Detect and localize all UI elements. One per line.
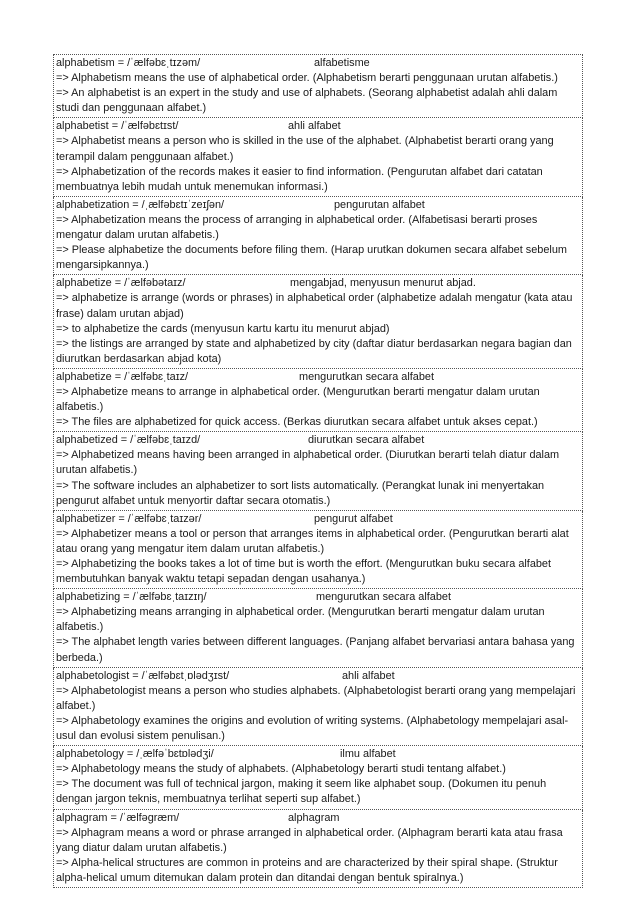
headword-pronunciation: alphabetize = /ˈælfəbətaɪz/ bbox=[56, 277, 186, 290]
headword-pronunciation: alphagram = /ˈælfəgræm/ bbox=[56, 811, 180, 824]
entry-head bbox=[56, 512, 580, 527]
entry-head bbox=[56, 119, 580, 134]
translation: alfabetisme bbox=[314, 57, 370, 69]
translation: alphagram bbox=[288, 811, 340, 824]
example-line: => Alphabetize means to arrange in alphabetical order. (Mengurutkan berarti mengatur dalam urutan alfabetis.) bbox=[56, 385, 540, 414]
example-line: => Alpha-helical structures are common in proteins and are characterized by their spiral shape. (Struktur alpha-helical umum ditemukan dalam protein dan ditandai dengan bentuk spiralnya.) bbox=[56, 856, 558, 884]
translation: mengurutkan secara alfabet bbox=[299, 370, 435, 383]
headword-pronunciation: alphabetism = /ˈælfəbɛˌtɪzəm/ bbox=[56, 57, 201, 69]
example-line: => Alphabetologist means a person who studies alphabets. (Alphabetologist berarti orang yang mempelajari alfabet.) bbox=[56, 684, 576, 712]
dictionary-entry bbox=[53, 275, 583, 369]
dictionary-entry bbox=[53, 118, 583, 196]
headword-pronunciation: alphabetist = /ˈælfəbɛtɪst/ bbox=[56, 120, 179, 133]
dictionary-entry bbox=[53, 55, 583, 118]
entry-head bbox=[56, 276, 580, 291]
dictionary-entry bbox=[53, 511, 583, 589]
example-line: => alphabetize is arrange (words or phrases) in alphabetical order (alphabetize adalah mengatur (kata atau frase) dalam urutan abjad) bbox=[56, 292, 573, 320]
entry-head bbox=[56, 590, 580, 605]
entry-head bbox=[56, 56, 580, 71]
headword-pronunciation: alphabetize = /ˈælfəbɛˌtaɪz/ bbox=[56, 370, 189, 383]
entry-head bbox=[56, 198, 580, 213]
entry-head bbox=[56, 811, 580, 826]
example-line: => Alphabetist means a person who is skilled in the use of the alphabet. (Alphabetist berarti orang yang terampil dalam penggunaan alfabet.) bbox=[56, 135, 554, 163]
dictionary-entry bbox=[53, 589, 583, 667]
example-line: => Alphabetization of the records makes it easier to find information. (Pengurutan alfabet dari catatan membuatnya lebih mudah untuk menemukan informasi.) bbox=[56, 165, 543, 193]
translation: ahli alfabet bbox=[342, 669, 395, 682]
dictionary-entry bbox=[53, 369, 583, 432]
example-line: => Alphabetology examines the origins and evolution of writing systems. (Alphabetology mempelajari asal-usul dan evolusi sistem penulisan.) bbox=[56, 714, 569, 743]
headword-pronunciation: alphabetizer = /ˈælfəbɛˌtaɪzər/ bbox=[56, 512, 202, 525]
translation: mengurutkan secara alfabet bbox=[316, 591, 452, 604]
entry-head bbox=[56, 433, 580, 448]
entry-head bbox=[56, 747, 580, 762]
example-line: => Alphabetized means having been arranged in alphabetical order. (Diurutkan berarti telah diatur dalam urutan alfabetis.) bbox=[56, 449, 560, 477]
dictionary-entry bbox=[53, 746, 583, 809]
dictionary-entry bbox=[53, 668, 583, 746]
example-line: => Alphabetizing means arranging in alphabetical order. (Mengurutkan berarti mengatur dalam urutan alfabetis.) bbox=[56, 606, 545, 634]
headword-pronunciation: alphabetizing = /ˈælfəbɛˌtaɪzɪŋ/ bbox=[56, 591, 207, 604]
dictionary-entry bbox=[53, 197, 583, 275]
example-line: => Alphagram means a word or phrase arranged in alphabetical order. (Alphagram berarti kata atau frasa yang diatur dalam urutan alfabetis.) bbox=[56, 826, 563, 854]
example-line: => Alphabetization means the process of arranging in alphabetical order. (Alfabetisasi berarti proses mengatur dalam urutan alfabetis.) bbox=[56, 213, 538, 242]
dictionary-entry bbox=[53, 810, 583, 888]
entry-head bbox=[56, 669, 580, 684]
dictionary-document bbox=[53, 54, 583, 888]
headword-pronunciation: alphabetology = /ˌælfəˈbɛtɒlədʒi/ bbox=[56, 748, 214, 761]
translation: pengurut alfabet bbox=[314, 512, 393, 525]
example-line: => Alphabetism means the use of alphabetical order. (Alphabetism berarti penggunaan urutan alfabetis.) bbox=[56, 72, 558, 85]
example-line: => The software includes an alphabetizer to sort lists automatically. (Perangkat lunak ini menyertakan pengurut alfabet untuk menyortir daftar secara otomatis.) bbox=[56, 479, 545, 507]
headword-pronunciation: alphabetization = /ˌælfəbɛtɪˈzeɪʃən/ bbox=[56, 198, 225, 211]
headword-pronunciation: alphabetologist = /ˈælfəbɛtˌɒlədʒɪst/ bbox=[56, 669, 230, 682]
example-line: => The files are alphabetized for quick access. (Berkas diurutkan secara alfabet untuk akses cepat.) bbox=[56, 416, 538, 429]
translation: diurutkan secara alfabet bbox=[308, 434, 425, 447]
example-line: => Alphabetology means the study of alphabets. (Alphabetology berarti studi tentang alfabet.) bbox=[56, 763, 506, 776]
example-line: => Alphabetizing the books takes a lot of time but is worth the effort. (Mengurutkan buku secara alfabet membutuhkan banyak waktu tetapi sepadan dengan usahanya.) bbox=[56, 558, 552, 586]
dictionary-entry bbox=[53, 432, 583, 510]
example-line: => Please alphabetize the documents before filing them. (Harap urutkan dokumen secara alfabet sebelum mengarsipkannya.) bbox=[56, 244, 567, 272]
headword-pronunciation: alphabetized = /ˈælfəbɛˌtaɪzd/ bbox=[56, 434, 201, 447]
entry-head bbox=[56, 370, 580, 385]
translation: mengabjad, menyusun menurut abjad. bbox=[290, 277, 476, 290]
example-line: => The alphabet length varies between different languages. (Panjang alfabet bervariasi antara bahasa yang berbeda.) bbox=[56, 636, 575, 664]
translation: ahli alfabet bbox=[288, 120, 341, 133]
translation: pengurutan alfabet bbox=[334, 198, 425, 211]
example-line: => the listings are arranged by state and alphabetized by city (daftar diatur berdasarkan negara bagian dan diurutkan berdasarkan abjad kota) bbox=[56, 337, 572, 365]
example-line: => An alphabetist is an expert in the study and use of alphabets. (Seorang alphabetist adalah ahli dalam studi dan penggunaan alfabet.) bbox=[56, 87, 558, 115]
example-line: => to alphabetize the cards (menyusun kartu kartu itu menurut abjad) bbox=[56, 322, 390, 335]
example-line: => The document was full of technical jargon, making it seem like alphabet soup. (Dokumen itu penuh dengan jargon teknis, membuatnya terlihat seperti sup alfabet.) bbox=[56, 778, 547, 806]
translation: ilmu alfabet bbox=[340, 748, 396, 761]
example-line: => Alphabetizer means a tool or person that arranges items in alphabetical order. (Pengurutkan berarti alat atau orang yang mengatur item dalam urutan alfabetis.) bbox=[56, 527, 569, 555]
